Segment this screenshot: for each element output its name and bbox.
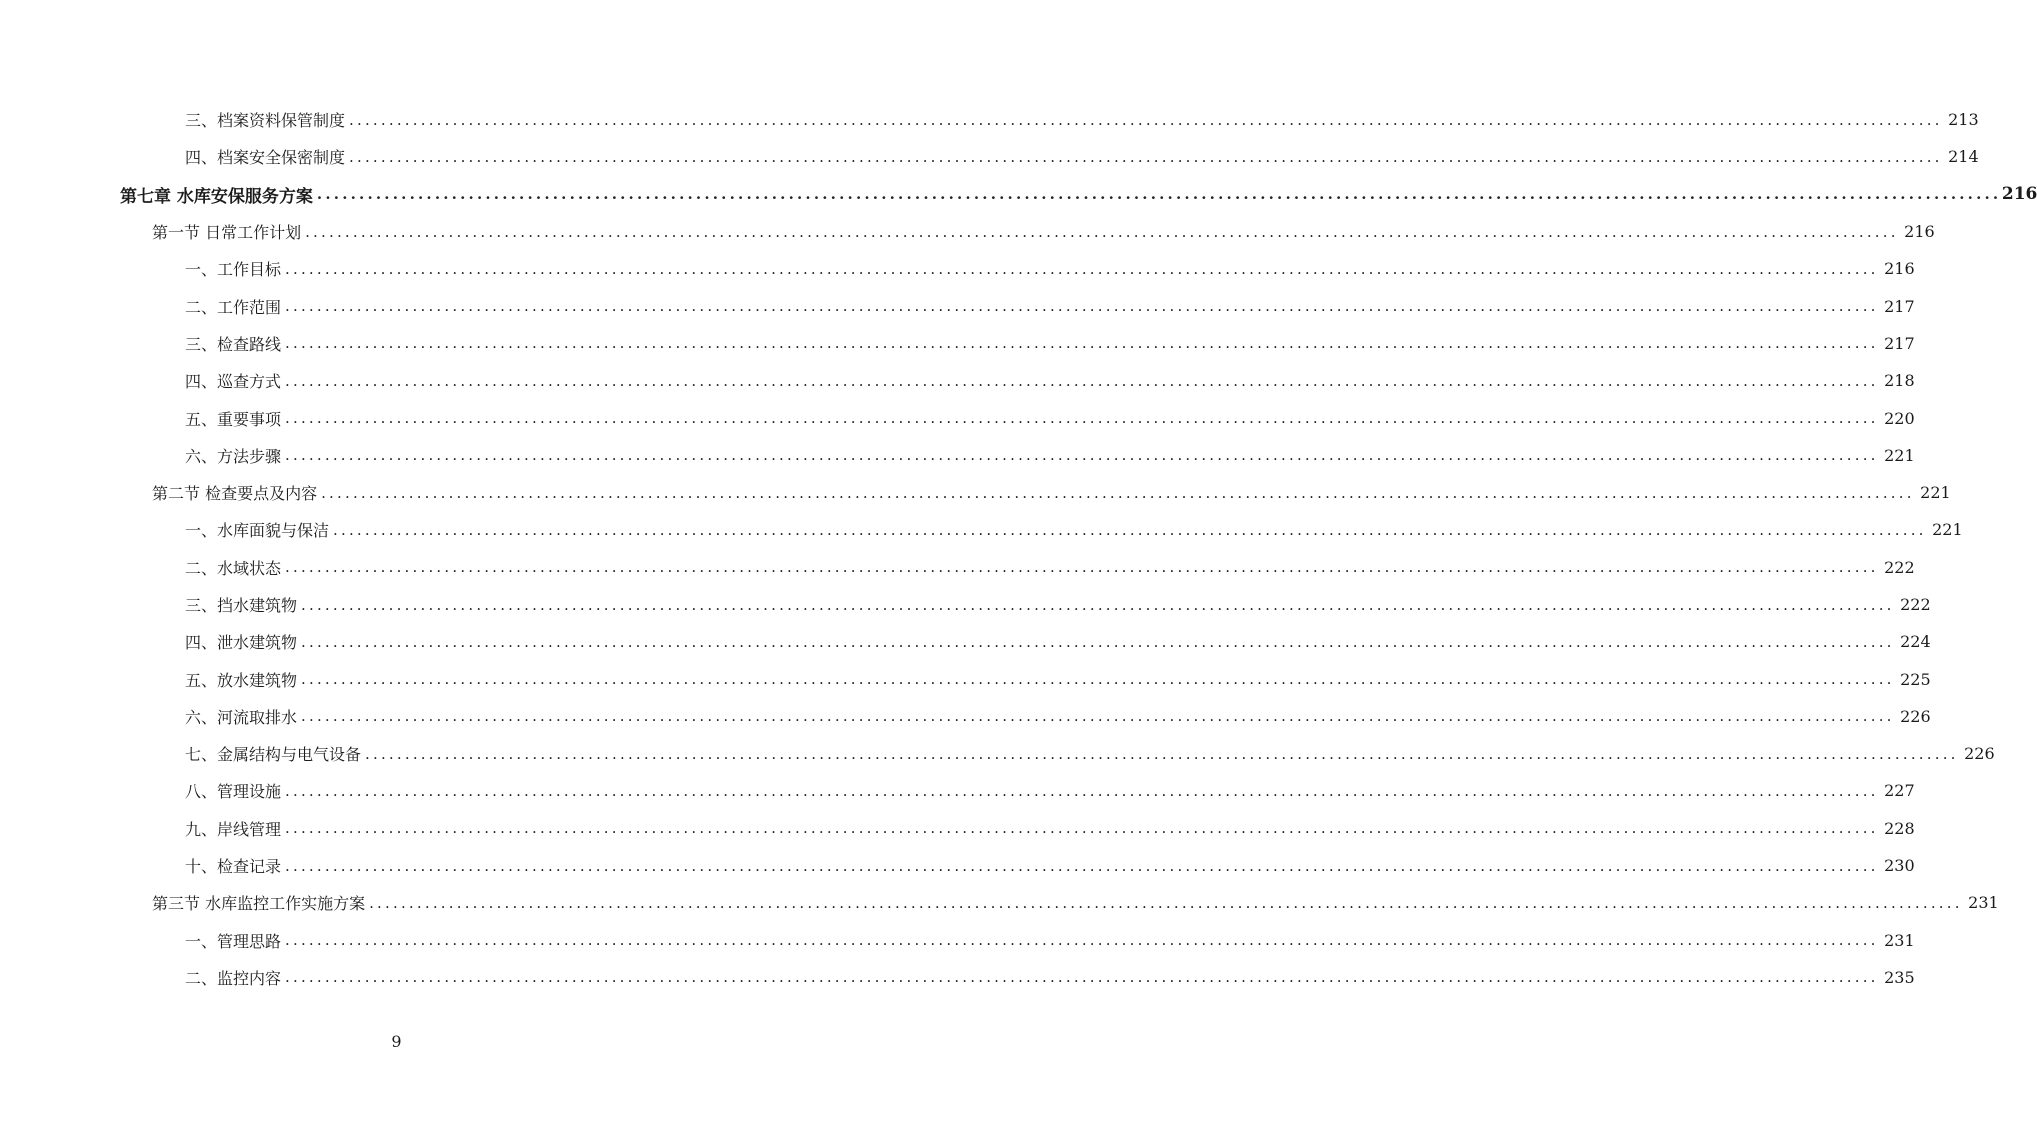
- toc-entry-title: 三、检查路线: [185, 334, 282, 354]
- dot-leader: ........................................................................................................................................................................................................: [349, 110, 1943, 129]
- page-number: 9: [391, 1032, 402, 1051]
- dot-leader: ........................................................................................................................................................................................................: [285, 931, 1879, 950]
- dot-leader: ........................................................................................................................................................................................................: [369, 893, 1963, 912]
- toc-item-entry[interactable]: [0, 772, 1915, 809]
- dot-leader: ........................................................................................................................................................................................................: [365, 744, 1959, 763]
- toc-entry-page-number: 221: [1920, 483, 1951, 503]
- toc-entry-page-number: 214: [1948, 147, 1979, 167]
- toc-entry-title: 第七章 水库安保服务方案: [120, 186, 313, 207]
- toc-entry-page-number: 217: [1884, 333, 1915, 353]
- dot-leader: ........................................................................................................................................................................................................: [285, 409, 1879, 428]
- toc-section-entry[interactable]: [0, 474, 1951, 511]
- toc-entry-page-number: 221: [1932, 520, 1963, 540]
- dot-leader: ........................................................................................................................................................................................................: [316, 185, 2002, 204]
- toc-entry-title: 一、水库面貌与保洁: [185, 521, 330, 541]
- dot-leader: ........................................................................................................................................................................................................: [301, 670, 1895, 689]
- toc-entry-title: 九、岸线管理: [185, 819, 282, 839]
- toc-item-entry[interactable]: [0, 399, 1915, 436]
- dot-leader: ........................................................................................................................................................................................................: [305, 222, 1899, 241]
- toc-entry-title: 四、档案安全保密制度: [185, 148, 346, 168]
- dot-leader: ........................................................................................................................................................................................................: [285, 334, 1879, 353]
- toc-entry-page-number: 218: [1884, 371, 1915, 391]
- toc-entry-title: 八、管理设施: [185, 782, 282, 802]
- toc-section-entry[interactable]: [0, 884, 1999, 921]
- toc-entry-page-number: 221: [1884, 445, 1915, 465]
- toc-item-entry[interactable]: [0, 287, 1915, 324]
- dot-leader: ........................................................................................................................................................................................................: [285, 558, 1879, 577]
- toc-entry-title: 一、工作目标: [185, 260, 282, 280]
- dot-leader: ........................................................................................................................................................................................................: [301, 632, 1895, 651]
- dot-leader: ........................................................................................................................................................................................................: [285, 259, 1879, 278]
- dot-leader: ........................................................................................................................................................................................................: [285, 856, 1879, 875]
- toc-entry-title: 二、监控内容: [185, 968, 282, 988]
- toc-entry-title: 五、放水建筑物: [185, 670, 298, 690]
- toc-entry-page-number: 231: [1884, 930, 1915, 950]
- dot-leader: ........................................................................................................................................................................................................: [285, 968, 1879, 987]
- toc-entry-page-number: 217: [1884, 296, 1915, 316]
- toc-entry-title: 一、管理思路: [185, 931, 282, 951]
- toc-item-entry[interactable]: [0, 549, 1915, 586]
- toc-entry-title: 七、金属结构与电气设备: [185, 745, 362, 765]
- toc-entry-title: 第二节 检查要点及内容: [152, 484, 318, 504]
- toc-item-entry[interactable]: [0, 810, 1915, 847]
- dot-leader: ........................................................................................................................................................................................................: [301, 707, 1895, 726]
- toc-entry-page-number: 235: [1884, 967, 1915, 987]
- dot-leader: ........................................................................................................................................................................................................: [333, 520, 1927, 539]
- toc-entry-page-number: 216: [1884, 259, 1915, 279]
- toc-entry-title: 四、泄水建筑物: [185, 633, 298, 653]
- toc-item-entry[interactable]: [0, 735, 1995, 772]
- toc-entry-title: 二、水域状态: [185, 558, 282, 578]
- toc-item-entry[interactable]: [0, 101, 1979, 138]
- toc-entry-page-number: 216: [1904, 222, 1935, 242]
- dot-leader: ........................................................................................................................................................................................................: [285, 446, 1879, 465]
- toc-entry-page-number: 213: [1948, 110, 1979, 130]
- toc-item-entry[interactable]: [0, 660, 1931, 697]
- toc-item-entry[interactable]: [0, 325, 1915, 362]
- toc-entry-page-number: 226: [1964, 744, 1995, 764]
- toc-item-entry[interactable]: [0, 437, 1915, 474]
- toc-item-entry[interactable]: [0, 959, 1915, 996]
- toc-item-entry[interactable]: [0, 922, 1915, 959]
- toc-entry-page-number: 231: [1968, 893, 1999, 913]
- toc-entry-page-number: 228: [1884, 818, 1915, 838]
- table-of-contents: [0, 101, 2037, 996]
- dot-leader: ........................................................................................................................................................................................................: [285, 819, 1879, 838]
- toc-item-entry[interactable]: [0, 847, 1915, 884]
- toc-item-entry[interactable]: [0, 250, 1915, 287]
- toc-entry-title: 六、河流取排水: [185, 707, 298, 727]
- toc-entry-page-number: 224: [1900, 632, 1931, 652]
- toc-item-entry[interactable]: [0, 511, 1963, 548]
- toc-entry-title: 四、巡查方式: [185, 372, 282, 392]
- toc-section-entry[interactable]: [0, 213, 1935, 250]
- toc-entry-title: 六、方法步骤: [185, 446, 282, 466]
- dot-leader: ........................................................................................................................................................................................................: [285, 297, 1879, 316]
- toc-entry-title: 三、档案资料保管制度: [185, 111, 346, 131]
- dot-leader: ........................................................................................................................................................................................................: [301, 595, 1895, 614]
- dot-leader: ........................................................................................................................................................................................................: [285, 781, 1879, 800]
- toc-chapter-entry[interactable]: [0, 176, 2037, 213]
- toc-entry-title: 三、挡水建筑物: [185, 596, 298, 615]
- toc-item-entry[interactable]: [0, 698, 1931, 735]
- toc-entry-page-number: 225: [1900, 669, 1931, 689]
- toc-entry-title: 五、重要事项: [185, 409, 282, 429]
- dot-leader: ........................................................................................................................................................................................................: [285, 371, 1879, 390]
- dot-leader: ........................................................................................................................................................................................................: [349, 147, 1943, 166]
- toc-entry-page-number: 227: [1884, 781, 1915, 801]
- toc-entry-page-number: 226: [1900, 706, 1931, 726]
- toc-entry-title: 二、工作范围: [185, 297, 282, 317]
- toc-entry-title: 十、检查记录: [185, 857, 282, 877]
- toc-item-entry[interactable]: [0, 586, 1931, 623]
- dot-leader: ........................................................................................................................................................................................................: [321, 483, 1915, 502]
- toc-entry-page-number: 222: [1900, 595, 1931, 614]
- toc-item-entry[interactable]: [0, 362, 1915, 399]
- toc-entry-page-number: 216: [2001, 184, 2037, 205]
- toc-entry-title: 第一节 日常工作计划: [152, 223, 302, 243]
- toc-entry-page-number: 222: [1884, 557, 1915, 577]
- toc-entry-page-number: 230: [1884, 856, 1915, 876]
- toc-entry-title: 第三节 水库监控工作实施方案: [152, 894, 366, 914]
- toc-item-entry[interactable]: [0, 623, 1931, 660]
- toc-item-entry[interactable]: [0, 138, 1979, 175]
- toc-entry-page-number: 220: [1884, 408, 1915, 428]
